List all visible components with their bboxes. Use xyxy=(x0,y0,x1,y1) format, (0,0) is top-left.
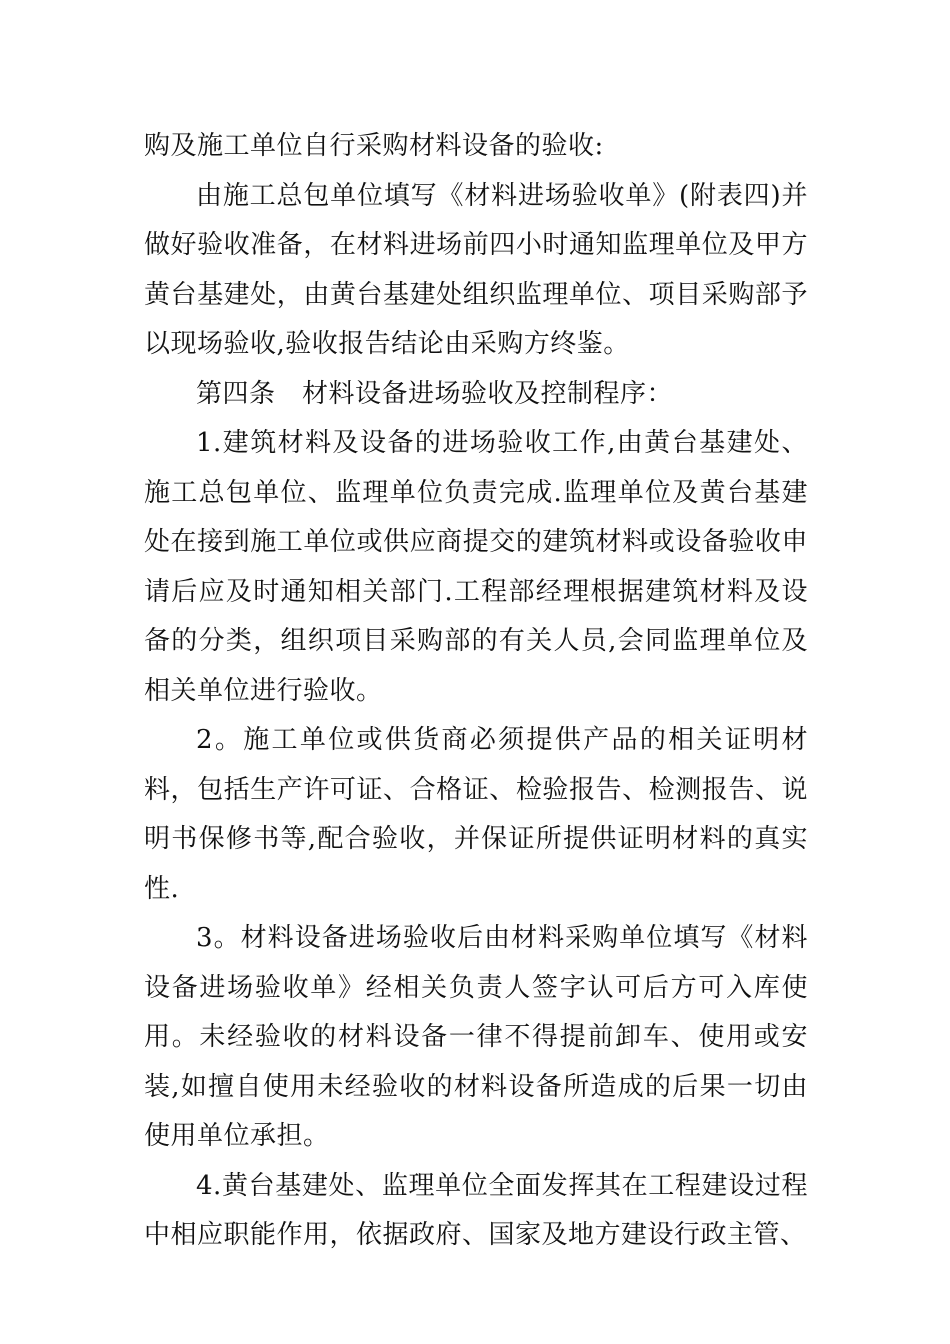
paragraph-continuation: 购及施工单位自行采购材料设备的验收: xyxy=(144,131,604,161)
paragraph-item-3: 3。材料设备进场验收后由材料采购单位填写《材料设备进场验收单》经相关负责人签字认可后方可入库使用。未经验收的材料设备一律不得提前卸车、使用或安装,如擅自使用未经验收的材料设备所造成的后果一切由使用单位承担。 xyxy=(144,923,808,1151)
paragraph-item-2: 2。施工单位或供货商必须提供产品的相关证明材料，包括生产许可证、合格证、检验报告、检测报告、说明书保修书等,配合验收，并保证所提供证明材料的真实性. xyxy=(144,725,808,904)
document-body xyxy=(144,122,808,1261)
paragraph-item-4: 4.黄台基建处、监理单位全面发挥其在工程建设过程中相应职能作用，依据政府、国家及地方建设行政主管、 xyxy=(144,1170,808,1250)
paragraph-acceptance-procedure: 由施工总包单位填写《材料进场验收单》(附表四)并做好验收准备，在材料进场前四小时通知监理单位及甲方黄台基建处，由黄台基建处组织监理单位、项目采购部予以现场验收,验收报告结论由采购方终鉴。 xyxy=(144,180,808,359)
article-heading-4: 第四条 材料设备进场验收及控制程序： xyxy=(196,378,674,409)
paragraph-item-1: 1.建筑材料及设备的进场验收工作,由黄台基建处、施工总包单位、监理单位负责完成.监理单位及黄台基建处在接到施工单位或供应商提交的建筑材料或设备验收申请后应及时通知相关部门.工程部经理根据建筑材料及设备的分类，组织项目采购部的有关人员,会同监理单位及相关单位进行验收。 xyxy=(144,428,808,706)
